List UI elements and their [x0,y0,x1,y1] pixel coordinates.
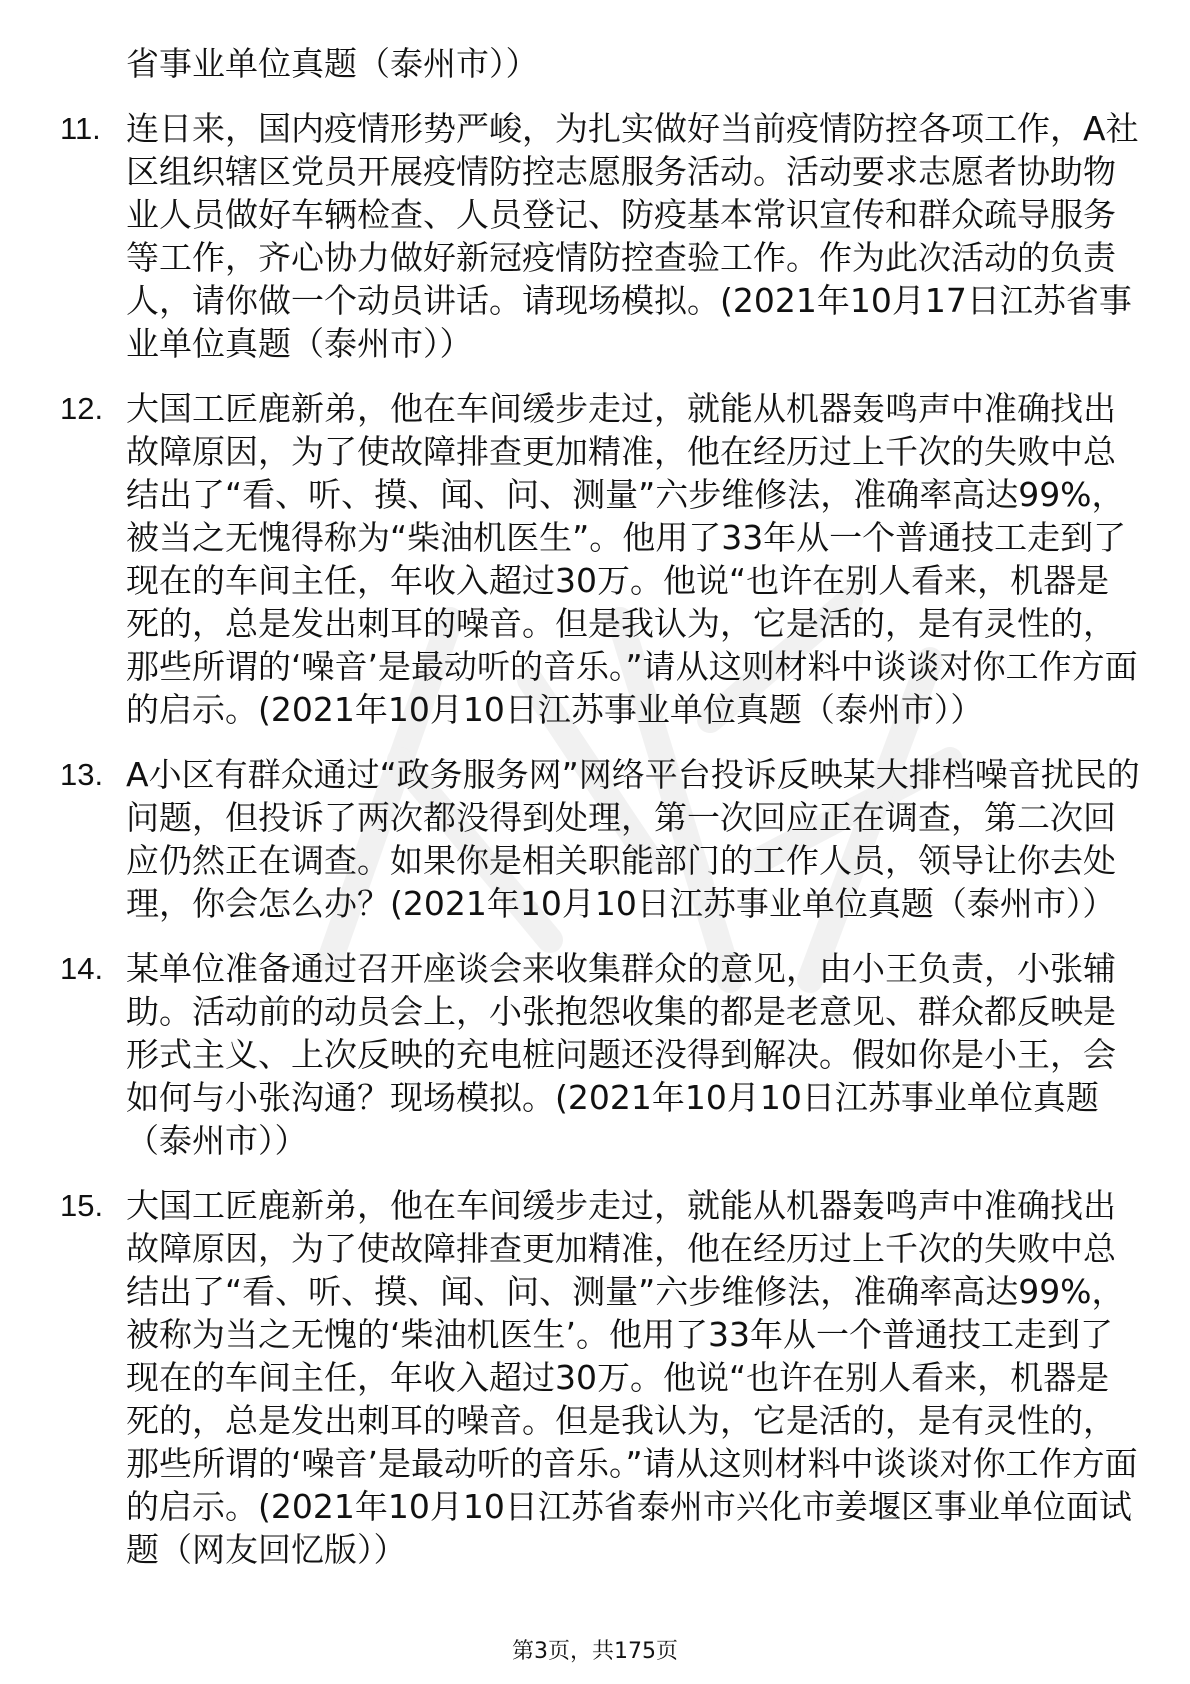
question-text: A小区有群众通过“政务服务网”网络平台投诉反映某大排档噪音扰民的问题，但投诉了两次都没得到处理，第一次回应正在调查，第二次回应仍然正在调查。如果你是相关职能部门的工作人员，领导让你去处理，你会怎么办？(2021年10月10日江苏事业单位真题（泰州市）） [126,755,1140,923]
question-item-11 [60,107,1140,365]
question-text: 大国工匠鹿新弟，他在车间缓步走过，就能从机器轰鸣声中准确找出故障原因，为了使故障排查更加精准，他在经历过上千次的失败中总结出了“看、听、摸、闻、问、测量”六步维修法，准确率高达99%，被称为当之无愧的‘柴油机医生’。他用了33年从一个普通技工走到了现在的车间主任，年收入超过30万。他说“也许在别人看来，机器是死的，总是发出刺耳的噪音。但是我认为，它是活的，是有灵性的，那些所谓的‘噪音’是最动听的音乐。”请从这则材料中谈谈对你工作方面的启示。(2021年10月10日江苏省泰州市兴化市姜堰区事业单位面试题（网友回忆版）） [126,1186,1138,1569]
question-item-12 [60,387,1140,731]
question-item-14 [60,947,1140,1162]
question-item-15 [60,1184,1140,1571]
question-item-13 [60,753,1140,925]
question-number: 12. [60,391,104,426]
question-number: 11. [60,111,101,146]
document-body [60,42,1140,1593]
question-text: 大国工匠鹿新弟，他在车间缓步走过，就能从机器轰鸣声中准确找出故障原因，为了使故障排查更加精准，他在经历过上千次的失败中总结出了“看、听、摸、闻、问、测量”六步维修法，准确率高达99%，被当之无愧得称为“柴油机医生”。他用了33年从一个普通技工走到了现在的车间主任，年收入超过30万。他说“也许在别人看来，机器是死的，总是发出刺耳的噪音。但是我认为，它是活的，是有灵性的，那些所谓的‘噪音’是最动听的音乐。”请从这则材料中谈谈对你工作方面的启示。(2021年10月10日江苏事业单位真题（泰州市）） [126,389,1138,729]
question-text: 某单位准备通过召开座谈会来收集群众的意见，由小王负责，小张辅助。活动前的动员会上，小张抱怨收集的都是老意见、群众都反映是形式主义、上次反映的充电桩问题还没得到解决。假如你是小王，会如何与小张沟通？现场模拟。(2021年10月10日江苏事业单位真题（泰州市）） [126,949,1116,1160]
question-text: 连日来，国内疫情形势严峻，为扎实做好当前疫情防控各项工作，A社区组织辖区党员开展疫情防控志愿服务活动。活动要求志愿者协助物业人员做好车辆检查、人员登记、防疫基本常识宣传和群众疏导服务等工作，齐心协力做好新冠疫情防控查验工作。作为此次活动的负责人，请你做一个动员讲话。请现场模拟。(2021年10月17日江苏省事业单位真题（泰州市）） [126,109,1139,363]
question-number: 13. [60,757,104,792]
question-number: 14. [60,951,104,986]
continued-question-tail: 省事业单位真题（泰州市）） [126,44,539,83]
question-number: 15. [60,1188,104,1223]
page-number-footer: 第3页，共175页 [512,1639,678,1664]
